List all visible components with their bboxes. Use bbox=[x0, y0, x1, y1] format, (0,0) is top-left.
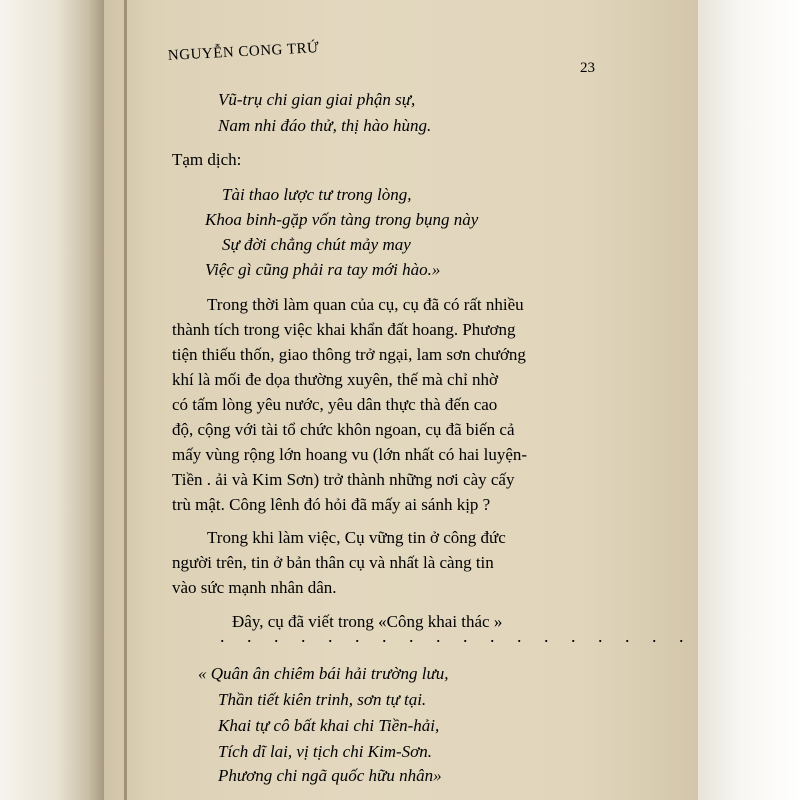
verse3-line: Khai tự cô bất khai chi Tiền-hải, bbox=[218, 716, 440, 735]
verse1-line: Nam nhi đáo thử, thị hào hùng. bbox=[218, 116, 432, 135]
paragraph1-line: mấy vùng rộng lớn hoang vu (lớn nhất có hai luyện- bbox=[172, 445, 528, 464]
ellipsis-row: . . . . . . . . . . . . . . . . . . bbox=[220, 626, 693, 646]
paragraph1-line: có tấm lòng yêu nước, yêu dân thực thà đến cao bbox=[172, 395, 498, 414]
page-background-right bbox=[698, 0, 800, 800]
verse1-line: Vũ-trụ chi gian giai phận sự, bbox=[218, 90, 416, 109]
verse2-line: Tài thao lược tư trong lòng, bbox=[222, 185, 412, 204]
paragraph2-line: Trong khi làm việc, Cụ vững tin ở công đức bbox=[207, 528, 506, 547]
verse2-line: Sự đời chẳng chút mảy may bbox=[222, 235, 411, 254]
paragraph1-line: trù mật. Công lênh đó hỏi đã mấy ai sánh kịp ? bbox=[172, 495, 491, 514]
paragraph1-line: tiện thiếu thốn, giao thông trở ngại, lam sơn chướng bbox=[172, 345, 526, 364]
verse3-line: Tích dĩ lai, vị tịch chi Kim-Sơn. bbox=[218, 742, 432, 761]
paragraph2-line: vào sức mạnh nhân dân. bbox=[172, 578, 337, 597]
page-fold bbox=[124, 0, 127, 800]
paragraph1-line: Trong thời làm quan của cụ, cụ đã có rất nhiều bbox=[207, 295, 524, 314]
verse2-line: Việc gì cũng phải ra tay mới hào.» bbox=[205, 260, 441, 279]
verse3-line: « Quân ân chiêm bái hải trường lưu, bbox=[198, 664, 449, 683]
paragraph1-line: độ, cộng với tài tổ chức khôn ngoan, cụ đã biến cả bbox=[172, 420, 515, 439]
verse3-line: Phương chi ngã quốc hữu nhân» bbox=[218, 766, 442, 785]
running-header-title: NGUYỄN CONG TRỨ bbox=[167, 40, 320, 64]
intro-line: Đây, cụ đã viết trong «Công khai thác » bbox=[232, 612, 503, 631]
paragraph2-line: người trên, tin ở bản thân cụ và nhất là càng tin bbox=[172, 553, 494, 572]
book-spine-shadow bbox=[0, 0, 104, 800]
paragraph1-line: thành tích trong việc khai khẩn đất hoang. Phương bbox=[172, 320, 516, 339]
paragraph1-line: khí là mối đe dọa thường xuyên, thế mà chỉ nhờ bbox=[172, 370, 499, 389]
translation-label: Tạm dịch: bbox=[172, 150, 242, 169]
page-number: 23 bbox=[580, 60, 595, 76]
verse2-line: Khoa binh-gặp vốn tàng trong bụng này bbox=[205, 210, 479, 229]
verse3-line: Thần tiết kiên trinh, sơn tự tại. bbox=[218, 690, 427, 709]
paragraph1-line: Tiền . ải và Kim Sơn) trở thành những nơi cày cấy bbox=[172, 470, 515, 489]
